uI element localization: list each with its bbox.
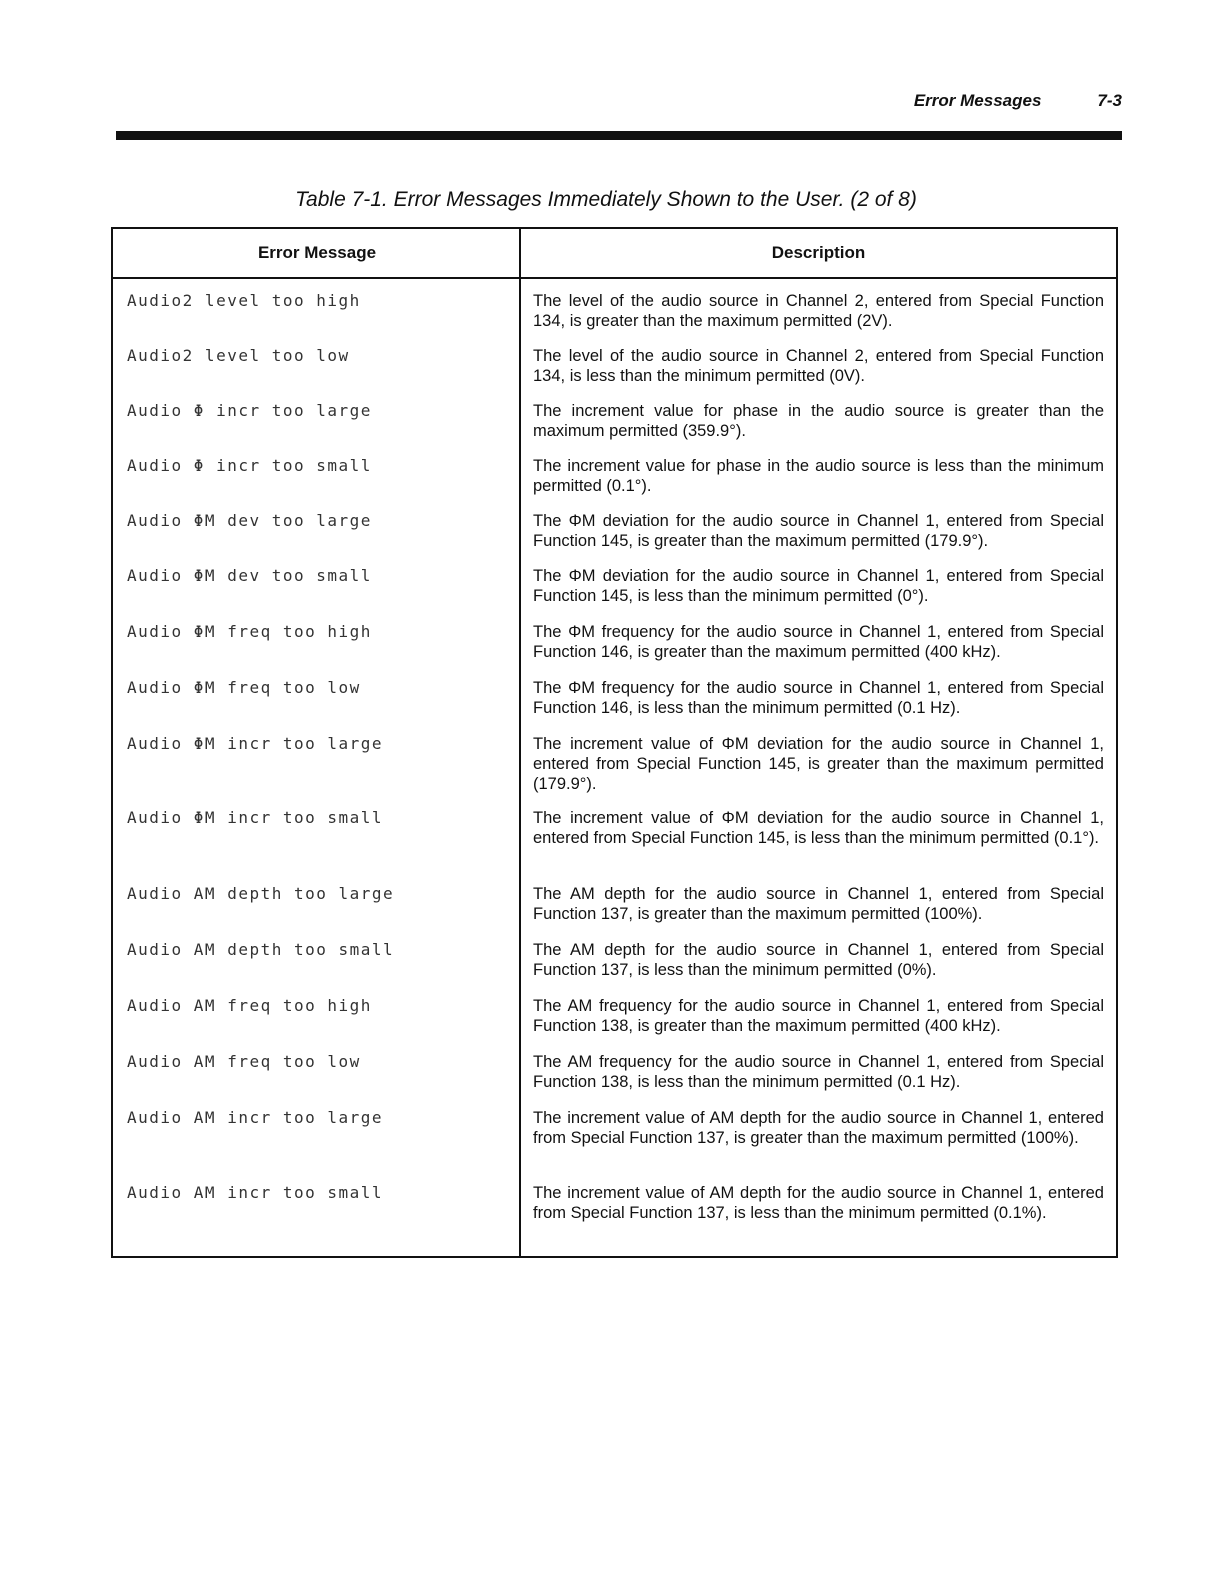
error-description-text: The ΦM deviation for the audio source in Channel 1, entered from Special Function 145, is greater than the maximum permitted (179.9°). [533, 512, 1104, 550]
table-row [113, 346, 1116, 401]
error-description-text: The increment value of ΦM deviation for the audio source in Channel 1, entered from Special Function 145, is greater than the maximum permitted (179.9°). [533, 735, 1104, 793]
table-row [113, 1183, 1116, 1259]
table-row [113, 808, 1116, 884]
error-description-text: The ΦM frequency for the audio source in Channel 1, entered from Special Function 146, is less than the minimum permitted (0.1 Hz). [533, 679, 1104, 717]
table-row [113, 401, 1116, 456]
error-message-text: Audio ΦM freq too high [127, 622, 372, 641]
error-description-text: The AM frequency for the audio source in Channel 1, entered from Special Function 138, is greater than the maximum permitted (400 kHz). [533, 997, 1104, 1035]
error-message-text: Audio AM freq too low [127, 1052, 361, 1071]
error-message-text: Audio AM depth too large [127, 884, 395, 903]
page-number: 7-3 [1097, 91, 1122, 110]
section-title: Error Messages [913, 91, 1042, 110]
table-body [113, 279, 1116, 1259]
table-row [113, 734, 1116, 808]
error-description-text: The increment value of ΦM deviation for the audio source in Channel 1, entered from Special Function 145, is less than the minimum permitted (0.1°). [533, 809, 1104, 847]
table-row [113, 566, 1116, 622]
table-header-row [113, 229, 1116, 279]
table-row [113, 511, 1116, 566]
error-message-text: Audio ΦM incr too small [127, 808, 384, 827]
error-description-text: The increment value of AM depth for the audio source in Channel 1, entered from Special Function 137, is greater than the maximum permitted (100%). [533, 1109, 1104, 1147]
error-message-text: Audio ΦM dev too large [127, 511, 372, 530]
error-description-text: The AM depth for the audio source in Channel 1, entered from Special Function 137, is greater than the maximum permitted (100%). [533, 885, 1104, 923]
column-header-error-message: Error Message [257, 243, 377, 262]
error-messages-table [111, 227, 1118, 1258]
table-row [113, 884, 1116, 940]
table-row [113, 1108, 1116, 1183]
column-header-description: Description [771, 243, 866, 262]
error-message-text: Audio ΦM dev too small [127, 566, 372, 585]
running-head [914, 91, 1122, 111]
header-rule [116, 131, 1122, 140]
error-message-text: Audio Φ incr too large [127, 401, 372, 420]
table-row [113, 996, 1116, 1052]
error-message-text: Audio AM depth too small [127, 940, 395, 959]
error-description-text: The AM frequency for the audio source in Channel 1, entered from Special Function 138, is less than the minimum permitted (0.1 Hz). [533, 1053, 1104, 1091]
error-description-text: The increment value for phase in the audio source is less than the minimum permitted (0.1°). [533, 457, 1104, 495]
table-row [113, 1052, 1116, 1108]
error-message-text: Audio ΦM freq too low [127, 678, 361, 697]
error-description-text: The ΦM deviation for the audio source in Channel 1, entered from Special Function 145, is less than the minimum permitted (0°). [533, 567, 1104, 605]
error-message-text: Audio AM incr too large [127, 1108, 384, 1127]
table-row [113, 940, 1116, 996]
error-message-text: Audio AM freq too high [127, 996, 372, 1015]
table-caption: Table 7-1. Error Messages Immediately Shown to the User. (2 of 8) [295, 188, 917, 211]
error-message-text: Audio Φ incr too small [127, 456, 372, 475]
table-row [113, 291, 1116, 346]
error-message-text: Audio2 level too high [127, 291, 361, 310]
error-description-text: The increment value for phase in the audio source is greater than the maximum permitted (359.9°). [533, 402, 1104, 440]
error-description-text: The increment value of AM depth for the audio source in Channel 1, entered from Special Function 137, is less than the minimum permitted (0.1%). [533, 1184, 1104, 1222]
error-message-text: Audio2 level too low [127, 346, 350, 365]
error-message-text: Audio AM incr too small [127, 1183, 384, 1202]
error-description-text: The level of the audio source in Channel 2, entered from Special Function 134, is greater than the maximum permitted (2V). [533, 292, 1104, 330]
error-description-text: The AM depth for the audio source in Channel 1, entered from Special Function 137, is less than the minimum permitted (0%). [533, 941, 1104, 979]
error-message-text: Audio ΦM incr too large [127, 734, 384, 753]
error-description-text: The ΦM frequency for the audio source in Channel 1, entered from Special Function 146, is greater than the maximum permitted (400 kHz). [533, 623, 1104, 661]
table-row [113, 622, 1116, 678]
table-row [113, 678, 1116, 734]
error-description-text: The level of the audio source in Channel 2, entered from Special Function 134, is less than the minimum permitted (0V). [533, 347, 1104, 385]
table-row [113, 456, 1116, 511]
